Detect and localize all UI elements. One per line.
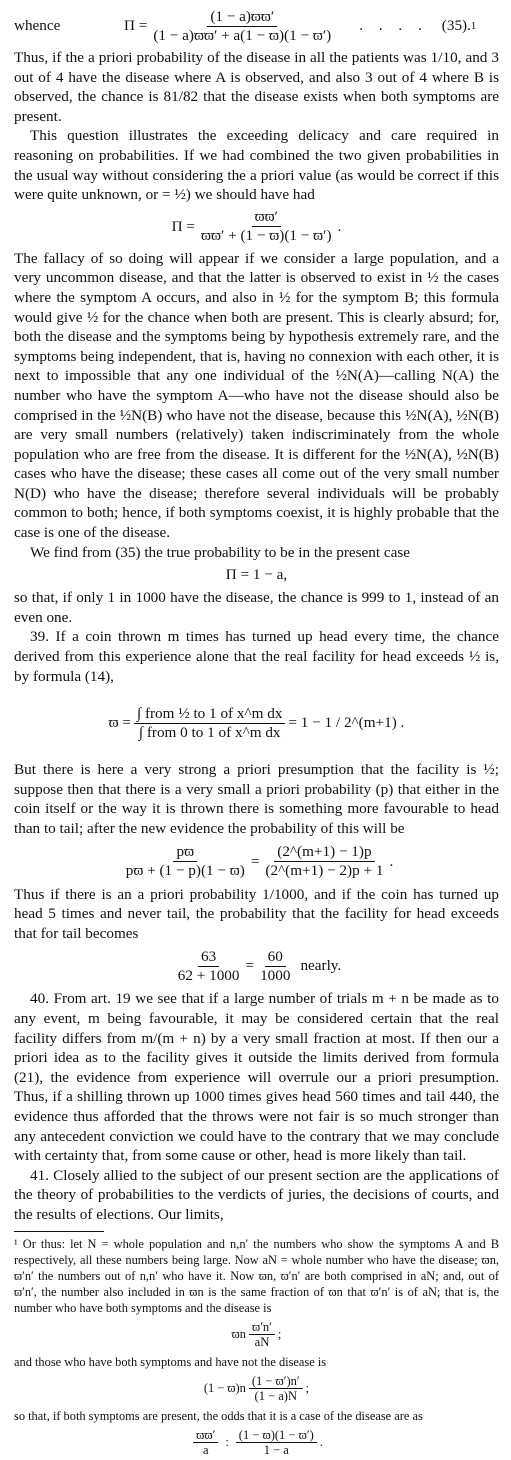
eq5-numerator-1: pϖ xyxy=(173,843,197,862)
eq6-numerator-2: 60 xyxy=(265,948,286,967)
eq5-denominator-1: pϖ + (1 − p)(1 − ϖ) xyxy=(125,862,245,880)
eq4-denominator: ∫ from 0 to 1 of x^m dx xyxy=(138,723,281,741)
eq35-denominator: (1 − a)ϖϖ′ + a(1 − ϖ)(1 − ϖ′) xyxy=(153,26,332,44)
footnote-eq1-numerator: ϖ′n′ xyxy=(249,1320,275,1335)
footnote-eq2-fraction xyxy=(249,1374,303,1403)
footnote-equation-1 xyxy=(14,1318,499,1352)
eq2-fraction xyxy=(198,208,335,245)
footnote-eq1-denominator: aN xyxy=(254,1335,270,1349)
footnote-eq3-numerator-2: (1 − ϖ)(1 − ϖ′) xyxy=(236,1428,317,1443)
eq5-numerator-2: (2^(m+1) − 1)p xyxy=(274,843,374,862)
footnote-text-1: ¹ Or thus: let N = whole population and n,n′ the numbers who show the symptoms A and B respectively, all these numbers being large. Now aN = whole number who have the disease; ϖn, ϖ′n′ the numbers out of n,n′ who have it. Now ϖn, ϖ′n′ are both comprised in aN; and, out of ϖ′n′, the number also included in ϖn is the same fraction of ϖn that ϖ′n′ is of aN; that is, the number who have both symptoms and the disease is xyxy=(14,1236,499,1315)
footnote-eq3-denominator-2: 1 − a xyxy=(263,1443,289,1457)
eq2-lhs: Π = xyxy=(171,217,195,235)
eq4-numerator: ∫ from ½ to 1 of x^m dx xyxy=(134,705,285,724)
footnote-text-3: so that, if both symptoms are present, the odds that it is a case of the disease are as xyxy=(14,1408,423,1423)
eq35-lead: whence xyxy=(14,17,61,34)
eq35-lhs: Π = xyxy=(124,17,148,34)
eq5-fraction-1 xyxy=(123,843,248,880)
footnote-eq3-fraction-1 xyxy=(193,1428,218,1457)
eq4-rhs: = 1 − 1 / 2^(m+1) . xyxy=(288,714,405,732)
paragraph-a-priori-presumption: But there is here a very strong a priori presumption that the facility is ½; suppose then that there is a very small a priori probability (p) that either in the coin itself or the way it is thrown there is something more favourable to head than to tail; after the new evidence the probability of this will be xyxy=(14,761,499,837)
footnote-eq1-end: ; xyxy=(277,1327,282,1341)
eq6-numerator-1: 63 xyxy=(198,948,219,967)
eq6-tail: nearly. xyxy=(300,957,342,975)
eq4-fraction xyxy=(134,705,285,742)
paragraph-40-trials: 40. From art. 19 we see that if a large number of trials m + n be made as to any event, m being favourable, it may be considered certain that the real facility differs from m/(m + n) by a very small fraction at most. If then our a priori idea as to the facility gives it outside the limits derived from formula (21), the evidence from experience will overrule our a priori presumption. Thus, if a shilling thrown up 1000 times gives head 560 times and tail 440, the evidence thus afforded that the throws were not fair is so much stronger than any antecedent conviction we could have to the contrary that we may conclude with certainty that, from some cause or other, head is more likely than tail. xyxy=(14,990,499,1165)
eq4-lhs: ϖ = xyxy=(108,714,131,732)
eq6-denominator-1: 62 + 1000 xyxy=(177,966,240,984)
footnote-equation-3 xyxy=(14,1426,499,1460)
equation-35 xyxy=(14,4,499,48)
eq6-fraction-1 xyxy=(175,948,243,985)
eq5-fraction-2 xyxy=(262,843,386,880)
footnote-eq3-end: . xyxy=(319,1435,323,1449)
paragraph-chance: so that, if only 1 in 1000 have the disease, the chance is 999 to 1, instead of an even one. xyxy=(14,589,499,626)
equation-posterior xyxy=(14,841,499,883)
paragraph-39-coin: 39. If a coin thrown m times has turned up head every time, the chance derived from this experience alone that the real facility for head exceeds ½ is, by formula (14), xyxy=(14,628,499,685)
eq6-denominator-2: 1000 xyxy=(260,966,291,984)
equation-true-probability: Π = 1 − a, xyxy=(225,566,288,584)
footnote-eq1-prefix: ϖn xyxy=(231,1327,246,1341)
footnote-eq2-denominator: (1 − a)N xyxy=(254,1389,297,1403)
equation-coin-result xyxy=(14,945,499,987)
eq5-equals: = xyxy=(250,852,260,870)
footnote-eq3-numerator-1: ϖϖ′ xyxy=(193,1428,218,1443)
footnote-eq2-numerator: (1 − ϖ′)n′ xyxy=(249,1374,303,1389)
paragraph-41-juries: 41. Closely allied to the subject of our present section are the applications of the theory of probabilities to the verdicts of juries, the decisions of courts, and the results of elections. Our limits, xyxy=(14,1166,499,1223)
equation-coin-facility xyxy=(14,688,499,758)
footnote-text-2: and those who have both symptoms and have not the disease is xyxy=(14,1354,327,1369)
equation-naive: Π = $\frac{ϖϖ'}{ϖϖ' + (1 - ϖ)(1 - ϖ')}$ . xyxy=(171,208,342,245)
eq6-fraction-2 xyxy=(257,948,293,985)
eq6-equals: = xyxy=(245,957,255,975)
footnote-equation-2 xyxy=(14,1372,499,1406)
eq5-end: . xyxy=(389,852,394,870)
footnote-divider xyxy=(14,1231,104,1232)
eq2-numerator: ϖϖ′ xyxy=(252,208,281,227)
eq2-denominator: ϖϖ′ + (1 − ϖ)(1 − ϖ′) xyxy=(201,227,332,245)
footnote-eq1-fraction xyxy=(249,1320,275,1349)
footnote-mark: 1 xyxy=(470,20,477,32)
paragraph-fallacy: The fallacy of so doing will appear if we consider a large population, and a very uncommon disease, and that the latter is observed to exist in ½ the cases where the symptom A occurs, and also in ½ for the symptom B; this formula would give ½ for the chance when both are present. This is clearly absurd; for, both the disease and the symptoms being by hypothesis extremely rare, and the symptoms being independent, that is, having no connexion with each other, it is next to impossible that any one individual of the ½N(A)—calling N(A) the number who have the symptom A—who have not the disease should also be comprised in the ½N(B) who have not the disease, because this ½N(A), ½N(B) are very small numbers (relatively) taken indiscriminately from the whole population who are free from the disease. It is different for the ½N(A), ½N(B) cases who have the disease; these cases all come out of the very small number N(D) who have the disease; therefore several individuals will be probably common to both; hence, if both symptoms coexist, it is highly probable that the case is one of the disease. xyxy=(14,249,499,542)
footnote-eq3-fraction-2 xyxy=(236,1428,317,1457)
eq35-numerator: (1 − a)ϖϖ′ xyxy=(207,8,277,27)
eq35-fraction xyxy=(150,8,334,45)
paragraph-coin-example: Thus if there is an a priori probability 1/1000, and if the coin has turned up head 5 times and never tail, the probability that the facility for head exceeds that for tail becomes xyxy=(14,885,499,942)
footnote-eq2-prefix: (1 − ϖ)n xyxy=(203,1381,246,1395)
footnote-eq3-denominator-1: a xyxy=(202,1443,209,1457)
paragraph-delicacy: This question illustrates the exceeding delicacy and care required in reasoning on probabilities. If we had combined the two given probabilities in the usual way without considering the a priori value (as would be correct if this were quite unknown, or = ½) we should have had xyxy=(14,127,499,204)
eq35-label: (35). xyxy=(441,17,471,34)
paragraph-example-result: Thus, if the a priori probability of the disease in all the patients was 1/10, and 3 out of 4 have the disease where A is observed, and also 3 out of 4 where B is observed, the chance is 81/82 that the disease exists when both symptoms are present. xyxy=(14,49,499,125)
paragraph-true-probability: We find from (35) the true probability to be in the present case xyxy=(30,543,411,561)
footnote-eq3-separator: : xyxy=(225,1435,229,1449)
eq5-denominator-2: (2^(m+1) − 2)p + 1 xyxy=(265,862,384,880)
footnote xyxy=(14,1236,499,1460)
footnote-eq2-end: ; xyxy=(305,1381,310,1395)
eq35-dots: . . . . xyxy=(359,17,428,34)
